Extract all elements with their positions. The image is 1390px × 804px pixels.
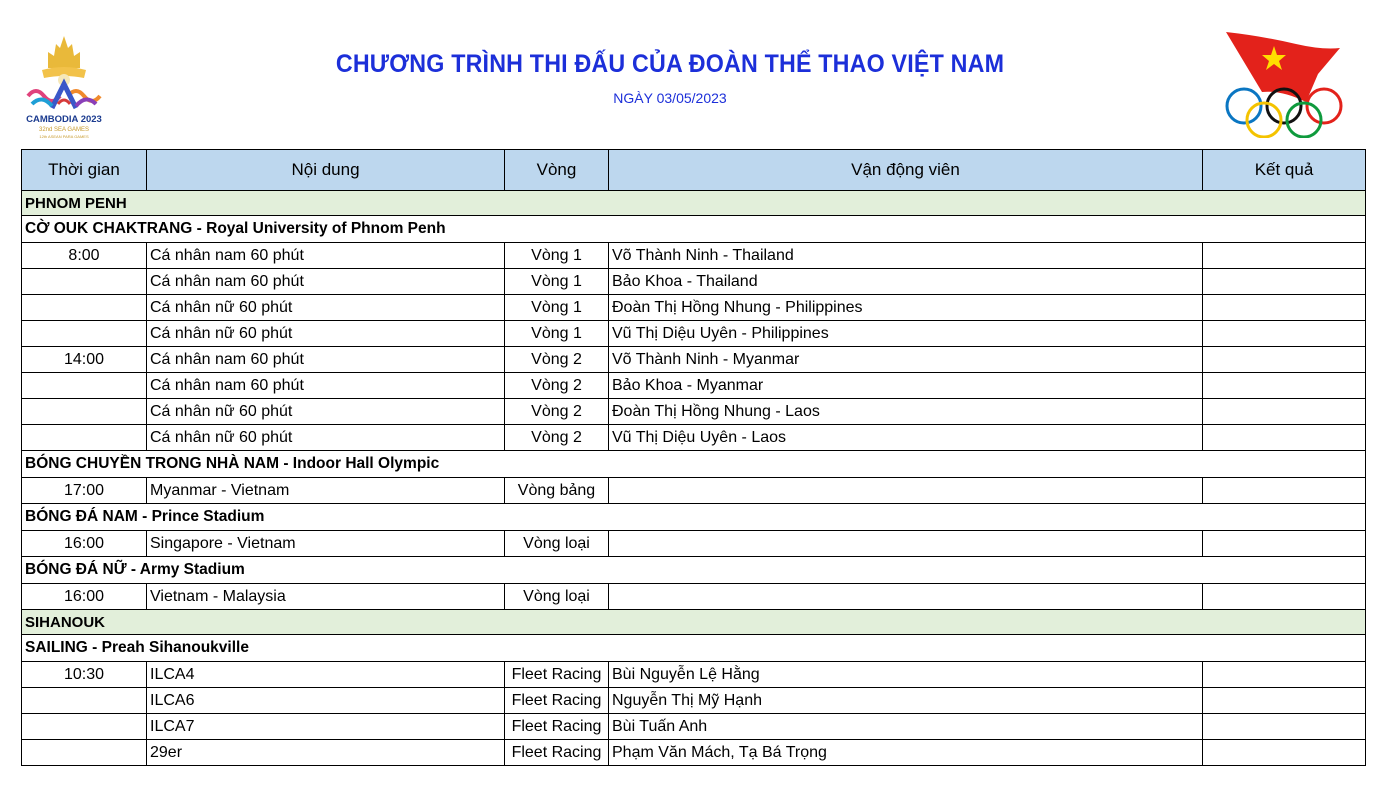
event-row <box>22 451 1366 478</box>
cell-athlete: Vũ Thị Diệu Uyên - Philippines <box>609 321 1203 347</box>
header-result: Kết quả <box>1203 150 1366 191</box>
cell-time <box>22 373 147 399</box>
cell-time <box>22 714 147 740</box>
cell-round: Vòng 2 <box>505 425 609 451</box>
cell-time: 16:00 <box>22 531 147 557</box>
cell-content: Cá nhân nữ 60 phút <box>147 399 505 425</box>
cell-athlete: Võ Thành Ninh - Myanmar <box>609 347 1203 373</box>
event-row <box>22 504 1366 531</box>
cell-time: 17:00 <box>22 478 147 504</box>
cell-time: 16:00 <box>22 584 147 610</box>
cell-content: Cá nhân nữ 60 phút <box>147 295 505 321</box>
cell-content: Cá nhân nữ 60 phút <box>147 425 505 451</box>
cell-result <box>1203 478 1366 504</box>
table-row <box>22 662 1366 688</box>
cell-athlete <box>609 584 1203 610</box>
cell-result <box>1203 399 1366 425</box>
header-time: Thời gian <box>22 150 147 191</box>
cell-content: Cá nhân nam 60 phút <box>147 243 505 269</box>
cell-time: 14:00 <box>22 347 147 373</box>
schedule-date: NGÀY 03/05/2023 <box>613 90 727 106</box>
cell-content: ILCA6 <box>147 688 505 714</box>
header-athlete: Vận động viên <box>609 150 1203 191</box>
cell-content: Cá nhân nữ 60 phút <box>147 321 505 347</box>
event-name: BÓNG ĐÁ NỮ - Army Stadium <box>22 557 1366 584</box>
cell-content: Cá nhân nam 60 phút <box>147 373 505 399</box>
cell-result <box>1203 740 1366 766</box>
header-round: Vòng <box>505 150 609 191</box>
header-content: Nội dung <box>147 150 505 191</box>
sea-games-2023-logo <box>22 34 106 140</box>
table-row <box>22 347 1366 373</box>
cell-round: Vòng loại <box>505 531 609 557</box>
table-row <box>22 714 1366 740</box>
cell-round: Vòng bảng <box>505 478 609 504</box>
event-name: SAILING - Preah Sihanoukville <box>22 635 1366 662</box>
table-row <box>22 584 1366 610</box>
event-row <box>22 557 1366 584</box>
cell-time <box>22 269 147 295</box>
event-row <box>22 216 1366 243</box>
cell-time <box>22 295 147 321</box>
table-row <box>22 399 1366 425</box>
cell-content: Cá nhân nam 60 phút <box>147 347 505 373</box>
table-row <box>22 478 1366 504</box>
svg-text:CAMBODIA 2023: CAMBODIA 2023 <box>26 114 102 125</box>
cell-athlete: Đoàn Thị Hồng Nhung - Philippines <box>609 295 1203 321</box>
vietnam-olympic-logo <box>1222 30 1346 138</box>
cell-content: Singapore - Vietnam <box>147 531 505 557</box>
cell-content: ILCA4 <box>147 662 505 688</box>
cell-round: Fleet Racing <box>505 740 609 766</box>
cell-athlete <box>609 478 1203 504</box>
cell-athlete <box>609 531 1203 557</box>
table-row <box>22 373 1366 399</box>
schedule-table <box>21 149 1366 766</box>
table-row <box>22 295 1366 321</box>
cell-result <box>1203 243 1366 269</box>
cell-round: Vòng 1 <box>505 321 609 347</box>
cell-content: Myanmar - Vietnam <box>147 478 505 504</box>
table-row <box>22 243 1366 269</box>
cell-round: Fleet Racing <box>505 662 609 688</box>
cell-result <box>1203 584 1366 610</box>
cell-athlete: Phạm Văn Mách, Tạ Bá Trọng <box>609 740 1203 766</box>
cell-result <box>1203 662 1366 688</box>
cell-round: Vòng loại <box>505 584 609 610</box>
cell-round: Vòng 2 <box>505 399 609 425</box>
table-row <box>22 321 1366 347</box>
cell-round: Vòng 1 <box>505 295 609 321</box>
cell-athlete: Đoàn Thị Hồng Nhung - Laos <box>609 399 1203 425</box>
cell-athlete: Bảo Khoa - Thailand <box>609 269 1203 295</box>
region-row <box>22 191 1366 216</box>
cell-result <box>1203 531 1366 557</box>
cell-result <box>1203 321 1366 347</box>
cell-athlete: Bùi Nguyễn Lệ Hằng <box>609 662 1203 688</box>
table-header-row <box>22 150 1366 191</box>
cell-round: Vòng 2 <box>505 373 609 399</box>
region-name: PHNOM PENH <box>22 191 1366 216</box>
table-row <box>22 269 1366 295</box>
cell-result <box>1203 714 1366 740</box>
event-name: BÓNG ĐÁ NAM - Prince Stadium <box>22 504 1366 531</box>
cell-round: Fleet Racing <box>505 688 609 714</box>
cell-result <box>1203 688 1366 714</box>
table-row <box>22 531 1366 557</box>
cell-athlete: Bùi Tuấn Anh <box>609 714 1203 740</box>
cell-time: 10:30 <box>22 662 147 688</box>
cell-time: 8:00 <box>22 243 147 269</box>
region-row <box>22 610 1366 635</box>
cell-time <box>22 740 147 766</box>
cell-athlete: Vũ Thị Diệu Uyên - Laos <box>609 425 1203 451</box>
table-row <box>22 740 1366 766</box>
cell-time <box>22 425 147 451</box>
cell-time <box>22 688 147 714</box>
event-row <box>22 635 1366 662</box>
cell-round: Vòng 1 <box>505 269 609 295</box>
cell-content: 29er <box>147 740 505 766</box>
table-row <box>22 425 1366 451</box>
cell-time <box>22 399 147 425</box>
cell-result <box>1203 347 1366 373</box>
region-name: SIHANOUK <box>22 610 1366 635</box>
cell-round: Vòng 2 <box>505 347 609 373</box>
cell-time <box>22 321 147 347</box>
svg-text:32nd SEA GAMES: 32nd SEA GAMES <box>38 127 90 133</box>
svg-text:12th ASEAN PARA GAMES: 12th ASEAN PARA GAMES <box>39 134 89 139</box>
cell-content: ILCA7 <box>147 714 505 740</box>
cell-result <box>1203 425 1366 451</box>
cell-result <box>1203 373 1366 399</box>
cell-athlete: Võ Thành Ninh - Thailand <box>609 243 1203 269</box>
cell-content: Vietnam - Malaysia <box>147 584 505 610</box>
page-title: CHƯƠNG TRÌNH THI ĐẤU CỦA ĐOÀN THỂ THAO VIỆT NAM <box>335 50 1005 78</box>
cell-round: Fleet Racing <box>505 714 609 740</box>
table-row <box>22 688 1366 714</box>
cell-result <box>1203 269 1366 295</box>
schedule-body <box>22 191 1366 766</box>
cell-athlete: Bảo Khoa - Myanmar <box>609 373 1203 399</box>
cell-round: Vòng 1 <box>505 243 609 269</box>
event-name: CỜ OUK CHAKTRANG - Royal University of Phnom Penh <box>22 216 1366 243</box>
cell-content: Cá nhân nam 60 phút <box>147 269 505 295</box>
cell-result <box>1203 295 1366 321</box>
cell-athlete: Nguyễn Thị Mỹ Hạnh <box>609 688 1203 714</box>
event-name: BÓNG CHUYỀN TRONG NHÀ NAM - Indoor Hall Olympic <box>22 451 1366 478</box>
